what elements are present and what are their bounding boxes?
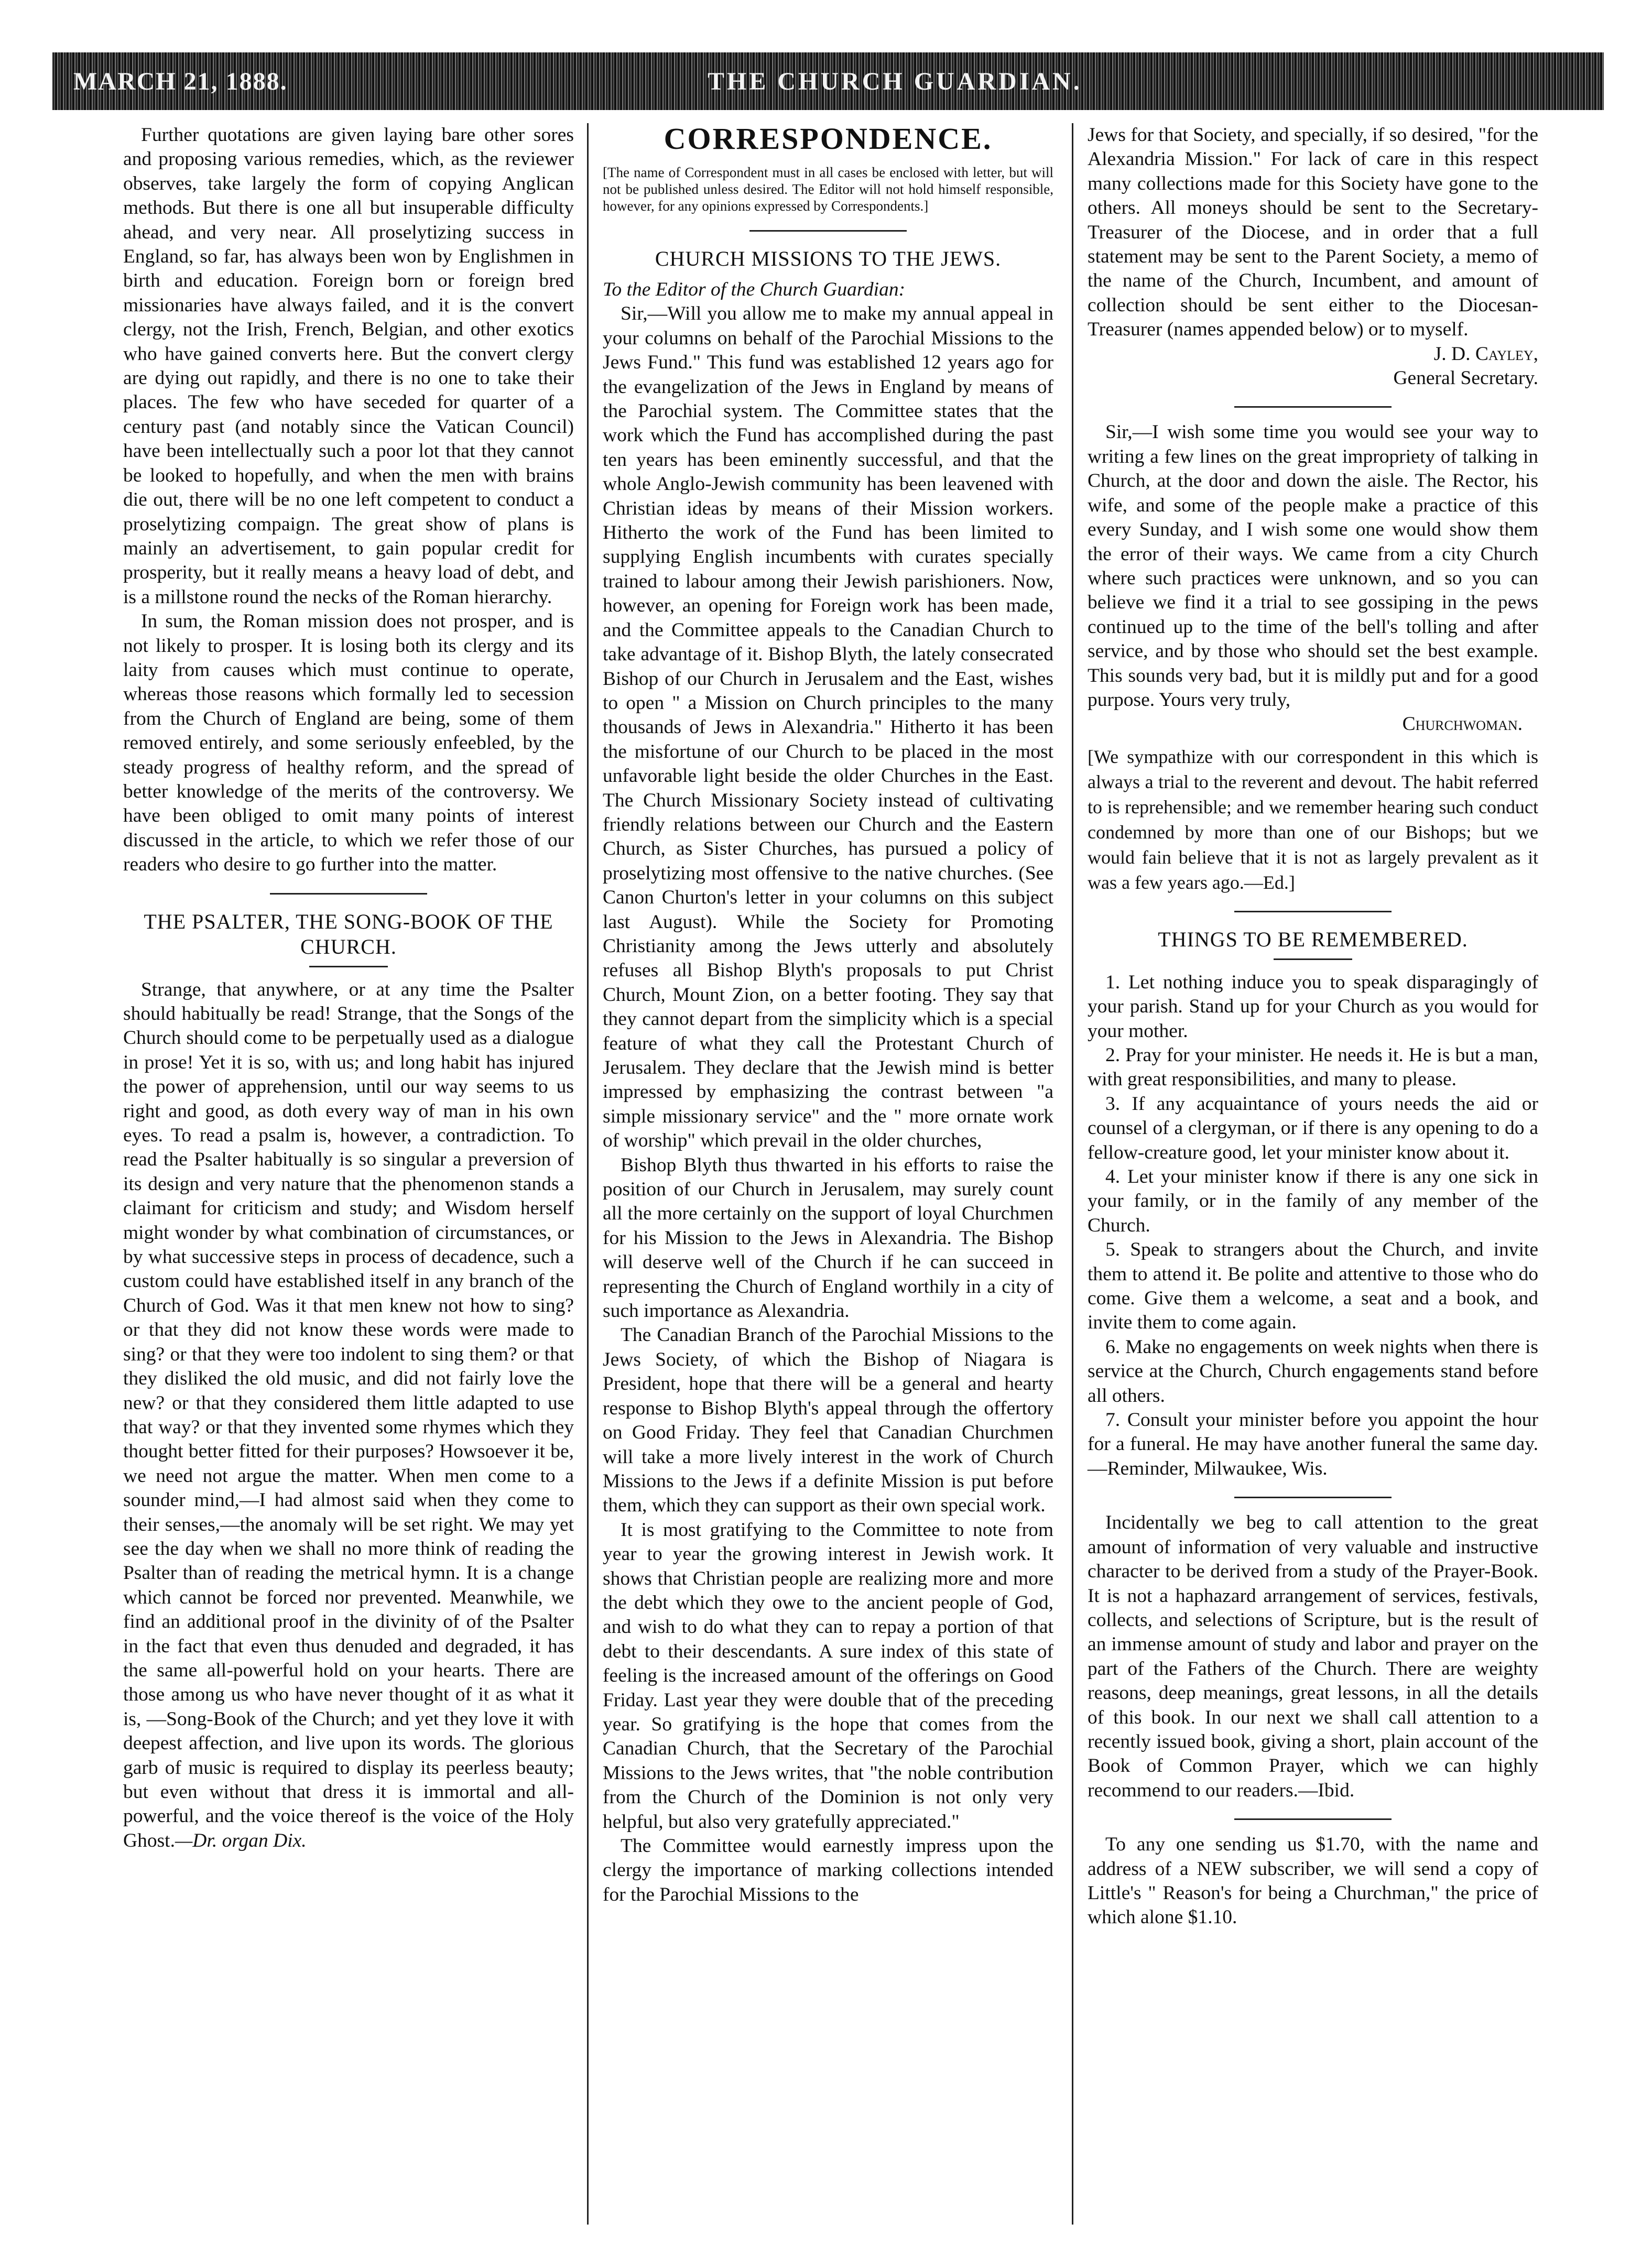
list-item: 3. If any acquaintance of yours needs the aid or counsel of a clergyman, or if there is any opening to do a fellow-creature good, let your minister know about it. <box>1088 1093 1538 1163</box>
article-paragraph <box>123 978 574 1854</box>
salutation <box>603 278 1053 302</box>
list-item: 7. Consult your minister before you appoint the hour for a funeral. He may have another funeral the same day.—Reminder, Milwaukee, Wis. <box>1088 1409 1538 1479</box>
letter-paragraph: The Canadian Branch of the Parochial Missions to the Jews Society, of which the Bishop of Niagara is President, hope that there will be a general and hearty response to Bishop Blyth's appeal through the offertory on Good Friday. They feel that Canadian Churchmen will take a more lively interest in the work of Church Missions to the Jews if a definite Mission is put before them, which they can support as their own special work. <box>603 1324 1053 1517</box>
credit: —Dr. organ Dix. <box>175 1829 307 1851</box>
section-heading: CORRESPONDENCE. <box>664 122 993 156</box>
list-heading: THINGS TO BE REMEMBERED. <box>1158 927 1468 951</box>
heading-underline <box>1274 958 1352 960</box>
section-divider <box>1234 1818 1392 1820</box>
letter-paragraph: Jews for that Society, and specially, if so desired, "for the Alexandria Mission." For lack of care in this respect many collections made for this Society have gone to the others. All moneys should be sent to the Secretary-Treasurer of the Diocese, and in order that a full statement may be sent to the Parent Society, a memo of the name of the Church, Incumbent, and amount of collection should be sent either to the Diocesan-Treasurer (names appended below) or to myself. <box>1088 124 1538 341</box>
list-item: 6. Make no engagements on week nights when there is service at the Church, Church engagements stand before all others. <box>1088 1336 1538 1407</box>
signature-name: J. D. Cayley, <box>1433 343 1538 365</box>
letter-paragraph: It is most gratifying to the Committee to note from year to year the growing interest in Jewish work. It shows that Christian people are realizing more and more the debt which they owe to the ancient people of God, and wish to do what they can to repay a portion of that debt to their descendants. A sure index of this state of feeling is the increased amount of the offerings on Good Friday. Last year they were double that of the preceding year. So gratifying is the hope that comes from the Canadian Church, that the Secretary of the Parochial Missions to the Jews writes, that "the noble contribution from the Church of the Dominion is not only very helpful, but also very gratefully appreciated." <box>603 1519 1053 1833</box>
column-rule <box>587 123 589 2225</box>
column-left <box>123 123 574 1853</box>
list-item: 5. Speak to strangers about the Church, and invite them to attend it. Be polite and attentive to those who do come. Give them a welcome, a seat and a book, and invite them to come again. <box>1088 1239 1538 1334</box>
psalter-text: Strange, that anywhere, or at any time the Psalter should habitually be read! Strange, that the Songs of the Church should come to be perpetually used as a dialogue in prose! Yet it is so, with us; and long habit has injured the power of apprehension, until our way seems to us right and good, as doth every way of man in his own eyes. To read a psalm is, however, a contradiction. To read the Psalter habitually is so singular a preversion of its design and very nature that the phenomenon stands a claimant for criticism and study; and Wisdom herself might wonder by what combination of circumstances, or by what successive steps in process of decadence, such a custom could have established itself in any branch of the Church of God. Was it that men knew not how to sing? or that they did not know these words were made to sing? or that they were too indolent to sing them? or that they disliked the old music, and did not fairly love the new? or that they considered them little adapted to use that way? or that they invented some rhymes which they thought better fitted for their purposes? Howsoever it be, we need not argue the matter. When men come to a sounder mind,—I had almost said when they come to their senses,—the anomaly will be set right. We may yet see the day when we shall no more think of reading the Psalter than of reading the metrical hymn. It is a change which cannot be forced nor prevented. Meanwhile, we find an additional proof in the divinity of of the Psalter in the fact that even thus denuded and degraded, it has the same all-powerful hold on your hearts. There are those among us who have never thought of it as what it is, —Song-Book of the Church; and yet they love it with deepest affection, and live upon its words. The glorious garb of music is required to display its peerless beauty; but even without that dress it is immortal and all-powerful, and the voice thereof is the voice of the Holy Ghost. <box>123 978 574 1851</box>
list-item: 2. Pray for your minister. He needs it. He is but a man, with great responsibilities, and many to please. <box>1088 1044 1538 1091</box>
heading-underline <box>309 966 388 967</box>
section-divider <box>1234 406 1392 408</box>
masthead <box>52 52 1604 110</box>
article-heading: THE PSALTER, THE SONG-BOOK OF THE CHURCH. <box>144 909 553 958</box>
section-divider <box>1234 911 1392 912</box>
list-item: 4. Let your minister know if there is any one sick in your family, or in the family of any member of the Church. <box>1088 1166 1538 1236</box>
section-divider <box>270 893 427 895</box>
salutation-text: To the Editor of the Church Guardian: <box>603 279 906 300</box>
paper-title: THE CHURCH GUARDIAN. <box>708 68 1082 95</box>
article-paragraph: In sum, the Roman mission does not prosper, and is not likely to prosper. It is losing both its clergy and its laity from causes which must continue to operate, whereas those reasons which formally led to secession from the Church of England are being, some of them removed entirely, and some seriously enfeebled, by the steady progress of healthy reform, and the spread of better knowledge of the merits of the controversy. We have been obliged to omit many points of interest discussed in the article, to which we refer those of our readers who desire to go further into the matter. <box>123 611 574 876</box>
column-right <box>1088 123 1538 1930</box>
section-divider <box>1234 1497 1392 1498</box>
article-paragraph: Further quotations are given laying bare other sores and proposing various remedies, which, as the reviewer observes, take largely the form of copying Anglican methods. But there is one all but insuperable difficulty ahead, and very near. All proselytizing success in England, so far, has always been won by Englishmen in birth and education. Foreign born or foreign bred missionaries have always failed, and it is the convert clergy, not the Irish, French, Belgian, and other exotics who have gained converts here. But the convert clergy are dying out rapidly, and there is no one to take their places. The few who have seceded for quarter of a century past (and notably since the Vatican Council) have been intellectually such a poor lot that they cannot be looked to hopefully, and when the men with brains die out, there will be no one left competent to conduct a proselytizing compaign. The great show of plans is mainly an advertisement, to gain popular credit for prosperity, but it really means a heavy load of debt, and is a millstone round the necks of the Roman hierarchy. <box>123 124 574 608</box>
letter-heading: CHURCH MISSIONS TO THE JEWS. <box>655 247 1002 270</box>
editor-reply: [We sympathize with our correspondent in this which is always a trial to the reverent and devout. The habit referred to is reprehensible; and we remember hearing such conduct condemned by more than one of our Bishops; but we would fain believe that it is not as largely prevalent as it was a few years ago.—Ed.] <box>1088 746 1538 893</box>
subscription-offer: To any one sending us $1.70, with the name and address of a NEW subscriber, we will send a copy of Little's " Reason's for being a Churchman," the price of which alone $1.10. <box>1088 1834 1538 1928</box>
list-item: 1. Let nothing induce you to speak disparagingly of your parish. Stand up for your Church as you would for your mother. <box>1088 971 1538 1042</box>
signature-title: General Secretary. <box>1393 367 1538 389</box>
editor-note: [The name of Correspondent must in all cases be enclosed with letter, but will not be published unless desired. The Editor will not hold himself responsible, however, for any opinions expressed by Correspondents.] <box>603 165 1053 214</box>
column-middle <box>603 123 1053 1907</box>
issue-date: MARCH 21, 1888. <box>73 68 288 95</box>
letter-paragraph: The Committee would earnestly impress upon the clergy the importance of marking collections intended for the Parochial Missions to the <box>603 1835 1053 1905</box>
section-divider <box>749 230 907 232</box>
letter-paragraph: Bishop Blyth thus thwarted in his efforts to raise the position of our Church in Jerusalem, may surely count all the more certainly on the support of loyal Churchmen for his Mission to the Jews in Alexandria. The Bishop will deserve well of the Church if he can succeed in representing the Church of England worthily in a city of such importance as Alexandria. <box>603 1154 1053 1322</box>
column-rule <box>1072 123 1073 2225</box>
letter-paragraph: Sir,—I wish some time you would see your way to writing a few lines on the great impropriety of talking in Church, at the door and down the aisle. The Rector, his wife, and some of the people make a practice of this every Sunday, and I wish some one would show them the error of their ways. We came from a city Church where such practices were unknown, and so you can believe we find it a trial to see gossiping in the pews continued up to the time of the bell's tolling and after service, and by those who should set the best example. This sounds very bad, but it is mildly put and for a good purpose. Yours very truly, <box>1088 421 1538 711</box>
letter-paragraph: Sir,—Will you allow me to make my annual appeal in your columns on behalf of the Parochial Missions to the Jews Fund." This fund was established 12 years ago for the evangelization of the Jews in England by means of the Parochial system. The Committee states that the work which the Fund has accomplished during the past ten years has been eminently successful, and that the whole Anglo-Jewish community has been leavened with Christian ideas by means of their Mission workers. Hitherto the work of the Fund has been limited to supplying English incumbents with curates specially trained to labour among their Jewish parishioners. Now, however, an opening for Foreign work has been made, and the Committee appeals to the Canadian Church to take advantage of it. Bishop Blyth, the lately consecrated Bishop of our Church in Jerusalem and the East, wishes to open " a Mission on Church principles to the many thousands of Jews in Alexandria." Hitherto it has been the misfortune of our Church to be placed in the most unfavorable light beside the older Churches in the East. The Church Missionary Society instead of cultivating friendly relations between our Church and the Eastern Church, as Sister Churches, has pursued a policy of proselytizing most offensive to the native churches. (See Canon Churton's letter in your columns on this subject last August). While the Society for Promoting Christianity among the Jews utterly and absolutely refuses all Bishop Blyth's proposals to put Christ Church, Mount Zion, on a better footing. They say that they cannot depart from the simplicity which is a special feature of what they call the Protestant Church of Jerusalem. They declare that the Jewish mind is better impressed by emphasizing the contrast between "a simple missionary service" and the " more ornate work of worship" which prevail in the older churches, <box>603 303 1053 1152</box>
letter-signature: Churchwoman. <box>1402 713 1523 735</box>
notice-paragraph: Incidentally we beg to call attention to the great amount of information of very valuable and instructive character to be derived from a study of the Prayer-Book. It is not a haphazard arrangement of services, festivals, collects, and selections of Scripture, but is the result of an immense amount of study and labor and prayer on the part of the Fathers of the Church. There are weighty reasons, deep meanings, great lessons, in all the details of this book. In our next we shall call attention to a recently issued book, giving a short, plain account of the Book of Common Prayer, which we can highly recommend to our readers.—Ibid. <box>1088 1512 1538 1801</box>
